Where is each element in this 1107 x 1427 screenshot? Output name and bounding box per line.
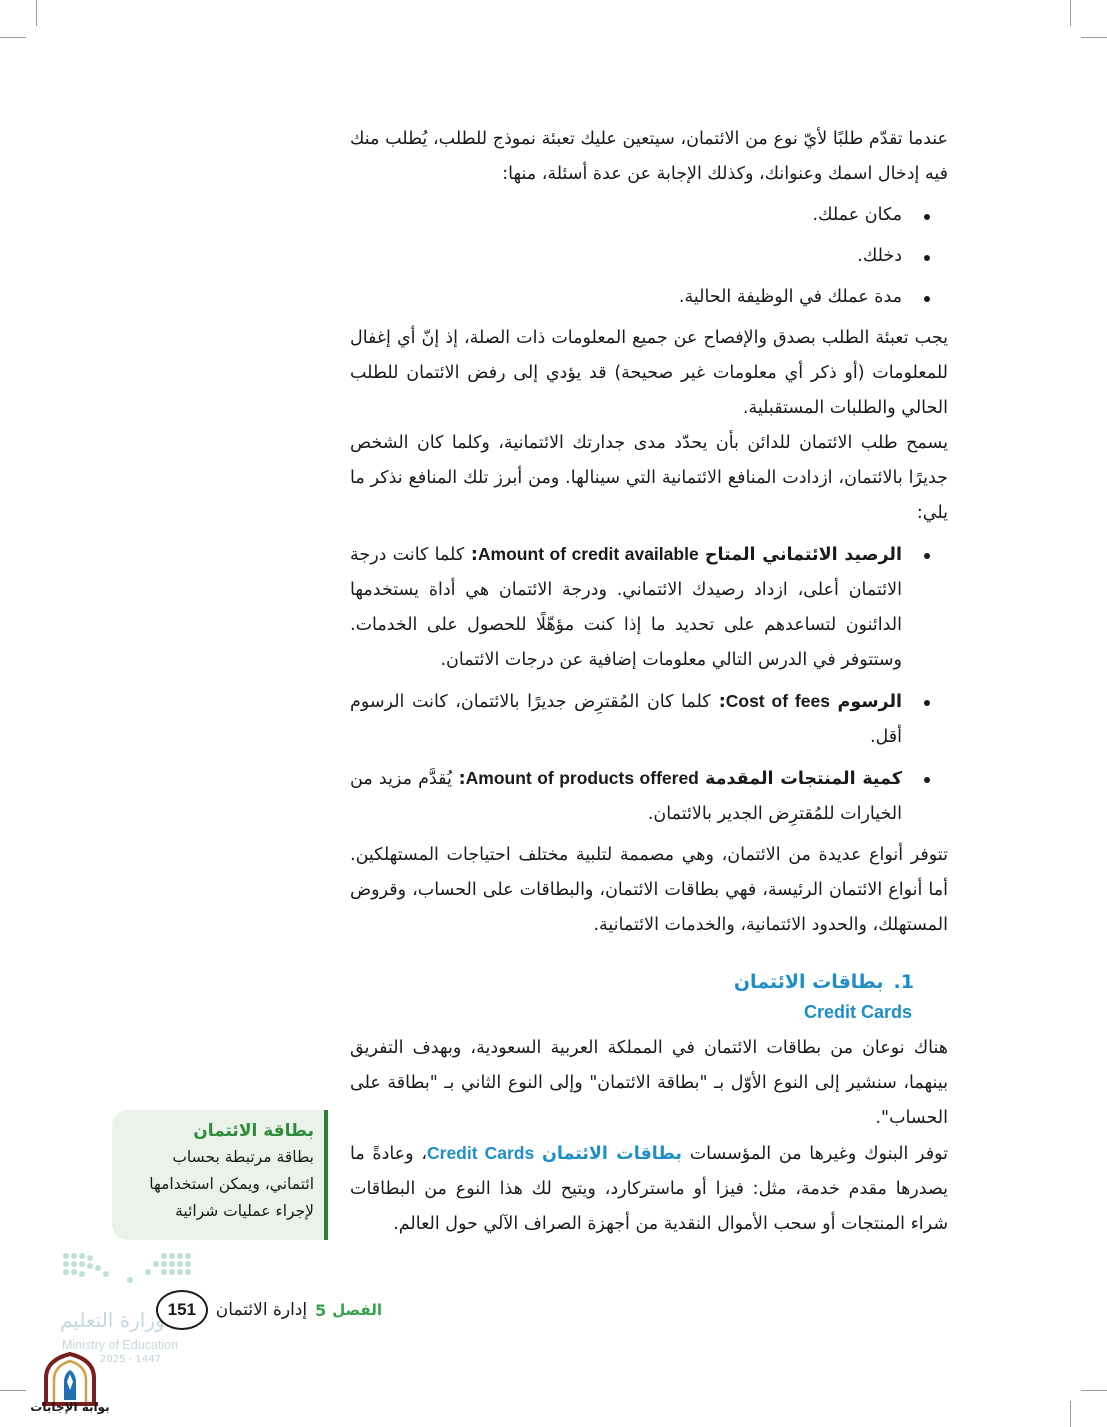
benefit-text: كلما كان المُقترِض جديرًا بالائتمان، كانت الرسوم أقل. [350, 692, 902, 747]
honesty-paragraph: يجب تعبئة الطلب بصدق والإفصاح عن جميع المعلومات ذات الصلة، إذ إنّ أي إغفال للمعلومات (أو ذكر أي معلومات غير صحيحة) قد يؤدي إلى رفض الائتمان للطلب الحالي والطلبات المستقبلية. [350, 328, 948, 418]
section-subtitle-en: Credit Cards [803, 1002, 912, 1022]
watermark-ministry-en: Ministry of Education [62, 1338, 179, 1352]
list-item: مدة عملك في الوظيفة الحالية. [350, 280, 948, 315]
watermark-year: 2025 - 1447 [100, 1354, 161, 1365]
section-heading [350, 967, 948, 997]
benefit-term: الرسوم [837, 692, 903, 712]
benefit-term-en: Cost of fees [725, 691, 830, 711]
list-item: مكان عملك. [350, 198, 948, 233]
crop-mark [0, 1390, 26, 1391]
definition-text: بطاقة مرتبطة بحساب ائتماني، ويمكن استخدامها لإجراء عمليات شرائية [149, 1148, 314, 1220]
credit-types-paragraph: تتوفر أنواع عديدة من الائتمان، وهي مصممة لتلبية مختلف احتياجات المستهلكين. أما أنواع الائتمان الرئيسة، فهي بطاقات الائتمان، والبطاقات على الحساب، وقروض المستهلك، والحدود الائتمانية، والخدمات الائتمانية. [350, 845, 948, 935]
section-title: بطاقات الائتمان [733, 971, 884, 993]
benefit-item: كمية المنتجات المقدمة Amount of products offered: يُقدَّم مزيد من الخيارات للمُقترِض الجدير بالائتمان. [350, 761, 948, 832]
ministry-logo-dots [60, 1250, 200, 1286]
crop-mark [36, 0, 37, 26]
chapter-number: 5 [315, 1300, 327, 1320]
crop-mark [1070, 1401, 1071, 1427]
intro-paragraph: عندما تقدّم طلبًا لأيّ نوع من الائتمان، سيتعين عليك تعبئة نموذج للطلب، يُطلب منك فيه إدخال اسمك وعنوانك، وكذلك الإجابة عن عدة أسئلة، منها: [350, 129, 948, 184]
key-term: بطاقات الائتمان [541, 1144, 682, 1164]
benefit-term: كمية المنتجات المقدمة [705, 769, 902, 789]
watermark-ministry-ar: وزارة التعليم [60, 1308, 165, 1332]
benefit-term-en: Amount of products offered [465, 768, 699, 788]
creditworthiness-paragraph: يسمح طلب الائتمان للدائن بأن يحدّد مدى جدارتك الائتمانية، وكلما كان الشخص جديرًا بالائتمان، ازدادت المنافع الائتمانية التي سينالها. ومن أبرز تلك المنافع نذكر ما يلي: [350, 433, 948, 523]
benefit-item: الرصيد الائتماني المتاح Amount of credit available: كلما كانت درجة الائتمان أعلى، ازداد رصيدك الائتماني. ودرجة الائتمان هي أداة يستخدمها الدائنون لتساعدهم على تحديد ما إذا كنت مؤهّلًا للحصول على الخدمات. وستتوفر في الدرس التالي معلومات إضافية عن درجات الائتمان. [350, 537, 948, 678]
card-types-paragraph: هناك نوعان من بطاقات الائتمان في المملكة العربية السعودية، وبهدف التفريق بينهما، سنشير إلى النوع الأوّل بـ "بطاقة الائتمان" وإلى النوع الثاني بـ "بطاقة على الحساب". [350, 1038, 948, 1128]
chapter-title: إدارة الائتمان [215, 1300, 308, 1320]
benefit-term-en: Amount of credit available [477, 544, 699, 564]
application-questions-list [350, 198, 948, 315]
page-number: 151 [156, 1290, 208, 1330]
crop-mark [1070, 0, 1071, 26]
definition-box [112, 1110, 328, 1240]
benefit-item: الرسوم Cost of fees: كلما كان المُقترِض جديرًا بالائتمان، كانت الرسوم أقل. [350, 684, 948, 755]
crop-mark [1081, 1390, 1107, 1391]
chapter-label: الفصل [332, 1301, 382, 1319]
credit-cards-paragraph: توفر البنوك وغيرها من المؤسسات بطاقات الائتمان Credit Cards، وعادةً ما يصدرها مقدم خدمة، مثل: فيزا أو ماستركارد، ويتيح لك هذا النوع من البطاقات شراء المنتجات أو سحب الأموال النقدية من أجهزة الصراف الآلي حول العالم. [350, 1143, 948, 1234]
benefit-term: الرصيد الائتماني المتاح [704, 545, 902, 565]
crop-mark [1081, 37, 1107, 38]
site-logo-label: بوابة الإجابات [30, 1400, 110, 1414]
definition-term: بطاقة الائتمان [193, 1121, 314, 1141]
list-item: دخلك. [350, 239, 948, 274]
benefit-text: كلما كانت درجة الائتمان أعلى، ازداد رصيدك الائتماني. ودرجة الائتمان هي أداة يستخدمها الدائنون لتساعدهم على تحديد ما إذا كنت مؤهّلًا للحصول على الخدمات. وستتوفر في الدرس التالي معلومات إضافية عن درجات الائتمان. [350, 545, 902, 670]
crop-mark [0, 37, 26, 38]
benefits-list [350, 537, 948, 832]
section-number: 1. [893, 971, 914, 993]
page-footer [112, 1290, 382, 1330]
key-term-en: Credit Cards [427, 1143, 535, 1163]
page-body [350, 122, 948, 1242]
benefit-text: يُقدَّم مزيد من الخيارات للمُقترِض الجدير بالائتمان. [350, 769, 902, 824]
